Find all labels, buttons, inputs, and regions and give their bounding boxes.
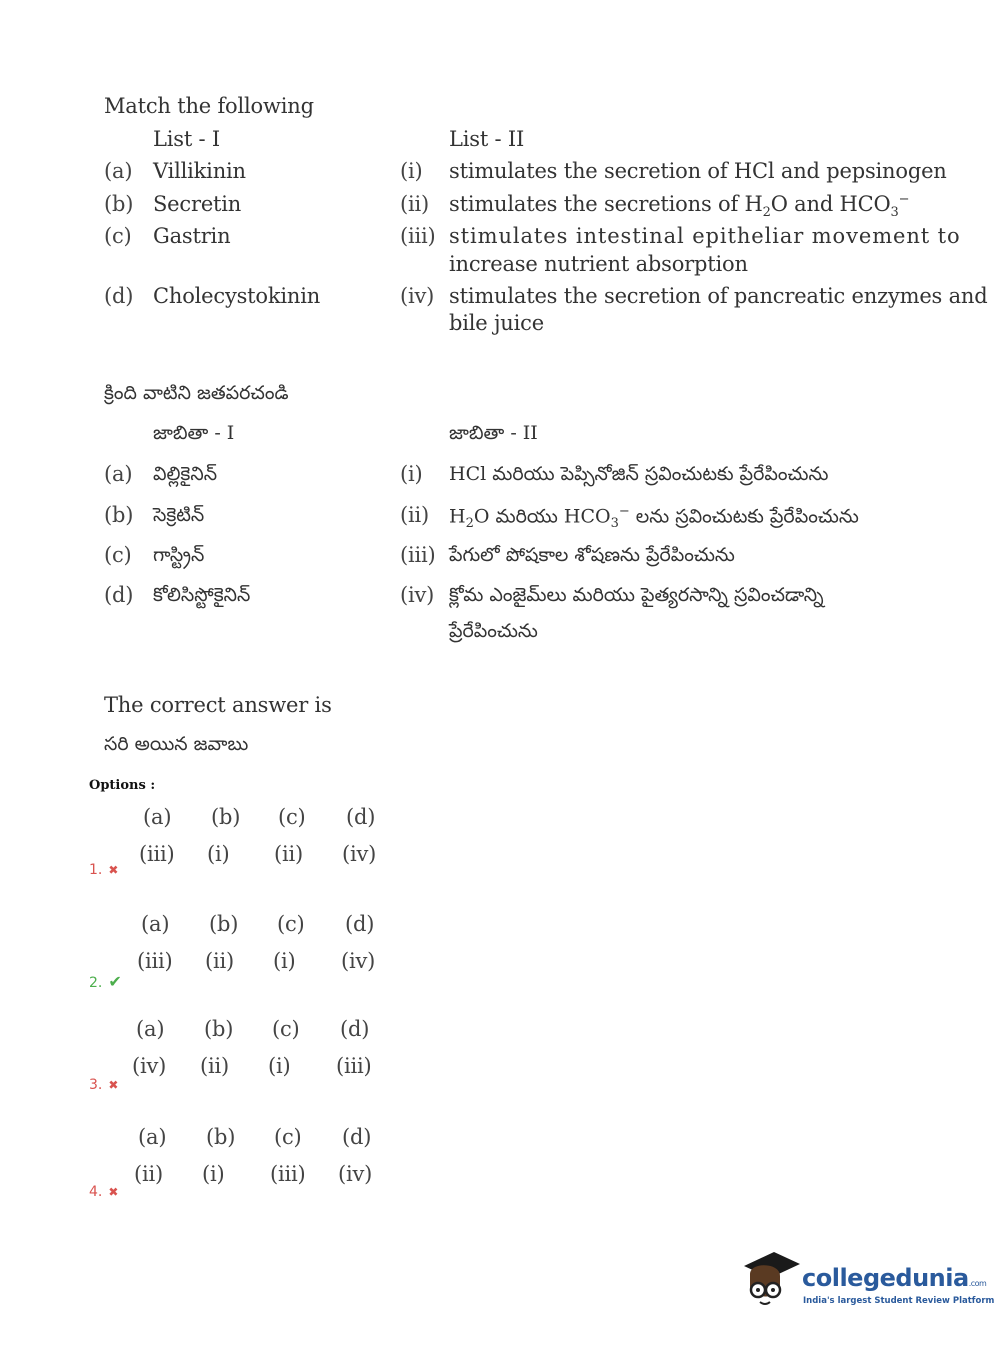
option-column-value: (iv) [341, 949, 376, 973]
row-c-label: (c) [104, 224, 132, 248]
row-d-label: (d) [104, 284, 134, 308]
list2-header: List - II [449, 127, 525, 151]
telugu-row-a-label: (a) [104, 462, 133, 486]
row-c-term: Gastrin [153, 224, 231, 248]
row-a-label: (a) [104, 159, 133, 183]
row-d-desc-line1: stimulates the secretion of pancreatic enzymes and [449, 284, 988, 308]
option-column-value: (ii) [134, 1162, 164, 1186]
telugu-row-c-term: గాస్ట్రిన్ [153, 544, 205, 566]
option-column-header: (c) [272, 1017, 300, 1041]
row-d-num: (iv) [400, 284, 435, 308]
option-column-value: (ii) [274, 842, 304, 866]
option-column-header: (b) [209, 912, 239, 936]
option-number [89, 862, 118, 878]
option-column-header: (a) [138, 1125, 167, 1149]
telugu-row-d-desc-line1: క్లోమ ఎంజైమ్‌లు మరియు పైత్యరసాన్ని స్రవించడాన్ని [449, 584, 824, 606]
row-c-num: (iii) [400, 224, 436, 248]
option-number-text: 1. [89, 862, 103, 878]
telugu-row-c-label: (c) [104, 543, 132, 567]
telugu-row-d-desc-line2: ప్రేరేపించును [449, 620, 538, 642]
telugu-row-b-desc: $H_2O$ మరియు $HCO_3^-$ లను స్రవించుటకు ప్రేరేపించును [449, 504, 859, 532]
option-column-value: (iv) [342, 842, 377, 866]
option-column-value: (ii) [200, 1054, 230, 1078]
telugu-list2-header: జాబితా - II [449, 422, 538, 444]
telugu-row-b-label: (b) [104, 503, 134, 527]
question-title-english: Match the following [104, 94, 314, 118]
cross-icon: ✖ [108, 863, 119, 877]
row-b-term: Secretin [153, 192, 242, 216]
check-icon: ✔ [108, 972, 122, 991]
telugu-row-d-num: (iv) [400, 583, 435, 607]
telugu-row-d-label: (d) [104, 583, 134, 607]
logo-tagline: India's largest Student Review Platform [803, 1296, 995, 1306]
question-title-telugu: క్రింది వాటిని జతపరచండి [104, 382, 289, 404]
row-a-desc: stimulates the secretion of HCl and pepsinogen [449, 159, 947, 183]
telugu-row-a-desc: HCl మరియు పెప్సినోజిన్ స్రవించుటకు ప్రేరేపించును [449, 463, 829, 485]
option-number-text: 2. [89, 975, 103, 991]
option-column-header: (b) [211, 805, 241, 829]
option-column-value: (iii) [336, 1054, 372, 1078]
telugu-row-a-term: విల్లికైనిన్ [153, 463, 218, 485]
option-column-header: (d) [345, 912, 375, 936]
option-number [89, 1184, 118, 1200]
option-column-header: (c) [278, 805, 306, 829]
option-column-value: (i) [207, 842, 230, 866]
option-column-header: (d) [346, 805, 376, 829]
option-number [89, 972, 122, 991]
option-column-header: (d) [342, 1125, 372, 1149]
row-a-num: (i) [400, 159, 423, 183]
row-b-num: (ii) [400, 192, 430, 216]
option-column-value: (iii) [270, 1162, 306, 1186]
option-column-header: (a) [136, 1017, 165, 1041]
answer-prompt-english: The correct answer is [104, 693, 332, 717]
option-column-header: (a) [143, 805, 172, 829]
cross-icon: ✖ [108, 1185, 119, 1199]
row-c-desc-line2: increase nutrient absorption [449, 252, 748, 276]
telugu-row-a-num: (i) [400, 462, 423, 486]
option-number-text: 4. [89, 1184, 103, 1200]
option-column-header: (b) [206, 1125, 236, 1149]
option-column-header: (a) [141, 912, 170, 936]
option-column-value: (i) [273, 949, 296, 973]
telugu-row-b-term: సెక్రెటిన్ [153, 504, 205, 526]
answer-prompt-telugu: సరి అయిన జవాబు [104, 733, 249, 755]
logo-wordmark: collegedunia.com [802, 1264, 987, 1292]
row-d-desc-line2: bile juice [449, 311, 544, 335]
telugu-row-b-num: (ii) [400, 503, 430, 527]
option-column-header: (c) [277, 912, 305, 936]
list1-header: List - I [153, 127, 221, 151]
option-column-value: (ii) [205, 949, 235, 973]
graduate-mascot-icon [740, 1248, 802, 1310]
option-column-value: (i) [202, 1162, 225, 1186]
options-label: Options : [89, 778, 156, 793]
collegedunia-logo [740, 1248, 995, 1318]
option-column-value: (iv) [338, 1162, 373, 1186]
telugu-row-c-num: (iii) [400, 543, 436, 567]
row-a-term: Villikinin [153, 159, 246, 183]
row-c-desc-line1: stimulates intestinal epitheliar movement to [449, 224, 961, 248]
telugu-row-d-term: కోలిసిస్టోకైనిన్ [153, 584, 251, 606]
cross-icon: ✖ [108, 1078, 119, 1092]
option-column-value: (iv) [132, 1054, 167, 1078]
row-b-label: (b) [104, 192, 134, 216]
option-column-value: (iii) [137, 949, 173, 973]
option-column-value: (i) [268, 1054, 291, 1078]
telugu-row-c-desc: పేగులో పోషకాల శోషణను ప్రేరేపించును [449, 544, 735, 566]
telugu-list1-header: జాబితా - I [153, 422, 235, 444]
option-column-header: (c) [274, 1125, 302, 1149]
option-number [89, 1077, 118, 1093]
option-column-header: (d) [340, 1017, 370, 1041]
option-column-header: (b) [204, 1017, 234, 1041]
row-d-term: Cholecystokinin [153, 284, 321, 308]
option-number-text: 3. [89, 1077, 103, 1093]
row-b-desc: stimulates the secretions of $H_2O$ and $HCO_3^-$ [449, 192, 910, 221]
option-column-value: (iii) [139, 842, 175, 866]
